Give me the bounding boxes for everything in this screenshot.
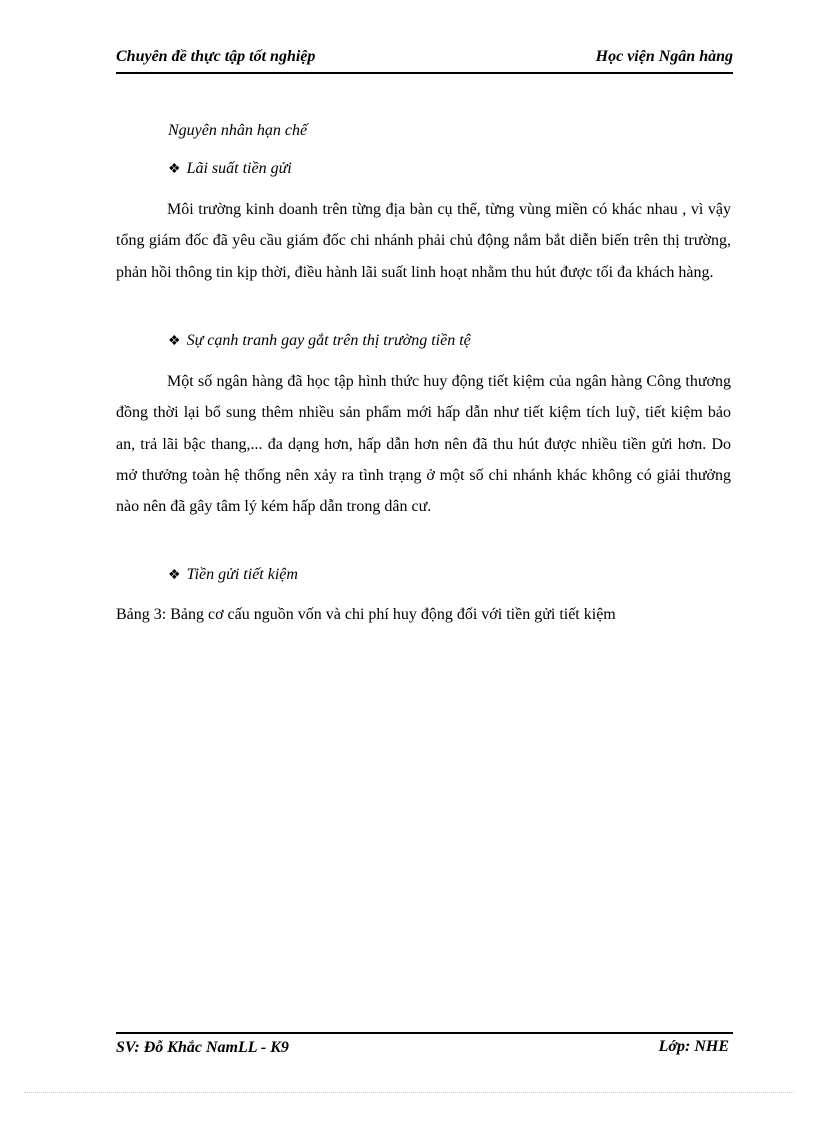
diamond-bullet-icon: ❖	[168, 568, 181, 583]
header-institution: Học viện Ngân hàng	[595, 48, 733, 65]
footer-student: SV: Đỗ Khắc NamLL - K9	[116, 1039, 289, 1056]
header-title: Chuyên đề thực tập tốt nghiệp	[116, 48, 316, 65]
paragraph-competition: Một số ngân hàng đã học tập hình thức huy động tiết kiệm của ngân hàng Công thương đồng thời lại bổ sung thêm nhiều sản phẩm mới hấp dẫn như tiết kiệm tích luỹ, tiết kiệm bảo an, trả lãi bậc thang,... đa dạng hơn, hấp dẫn hơn nên đã thu hút được nhiều tiền gửi hơn. Do mở thưởng toàn hệ thống nên xảy ra tình trạng ở một số chi nhánh khác không có giải thưởng nào nên đã gây tâm lý kém hấp dẫn trong dân cư.	[116, 373, 731, 516]
footer-class: Lớp: NHE	[658, 1038, 729, 1055]
bullet-text: Tiền gửi tiết kiệm	[186, 566, 298, 583]
diamond-bullet-icon: ❖	[168, 162, 181, 177]
cause-heading: Nguyên nhân hạn chế	[168, 122, 308, 139]
table-caption: Bảng 3: Bảng cơ cấu nguồn vốn và chi phí huy động đối với tiền gửi tiết kiệm	[116, 606, 616, 623]
page-footer	[116, 1032, 733, 1056]
bullet-competition	[168, 332, 471, 350]
paragraph-business-environment: Môi trường kinh doanh trên từng địa bàn cụ thể, từng vùng miền có khác nhau , vì vậy tổng giám đốc đã yêu cầu giám đốc chi nhánh phải chủ động nắm bắt diễn biến trên thị trường, phản hồi thông tin kịp thời, điều hành lãi suất linh hoạt nhằm thu hút được tối đa khách hàng.	[116, 201, 731, 281]
bullet-savings-deposit	[168, 566, 298, 584]
bullet-text: Sự cạnh tranh gay gắt trên thị trường tiền tệ	[186, 332, 471, 349]
page-boundary-divider	[24, 1092, 794, 1093]
bullet-text: Lãi suất tiền gửi	[186, 160, 292, 177]
bullet-interest-rate	[168, 160, 292, 178]
page-header	[116, 48, 733, 74]
diamond-bullet-icon: ❖	[168, 334, 181, 349]
